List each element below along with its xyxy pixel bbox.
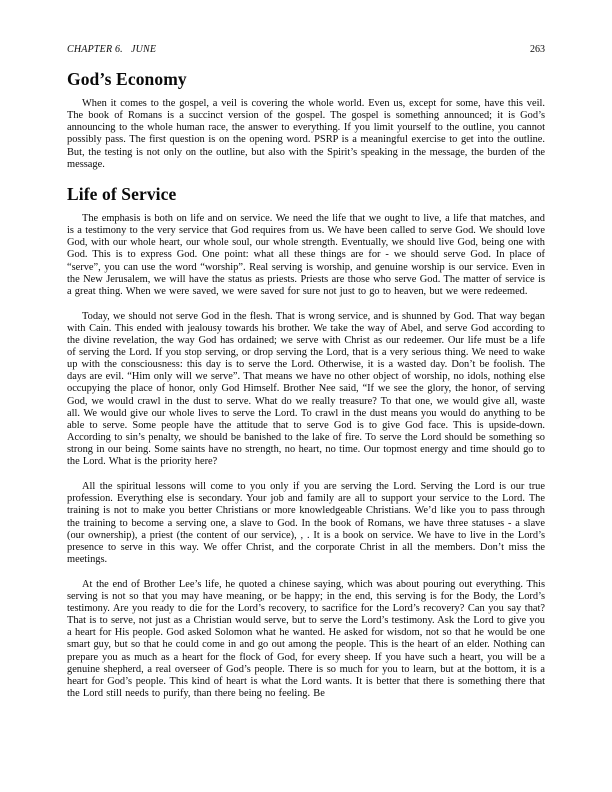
paragraph: When it comes to the gospel, a veil is covering the whole world. Even us, except for some, have this veil. The book of Romans is a succinct version of the gospel. The gospel is something announced; it is God’s announcing to the whole human race, the answer to everything. If you limit yourself to the outline, you cannot possibly pass. The first question is on the opening word. PSRP is a meaningful exercise to get into the outline. But, the testing is not only on the outline, but also with the Spirit’s speaking in the message, the burden of the message. — [67, 98, 545, 170]
section-heading-life-of-service: Life of Service — [67, 183, 177, 204]
paragraph: At the end of Brother Lee’s life, he quoted a chinese saying, which was about pouring out everything. This serving is not so that you may have meaning, or be happy; in the end, this serving is for the Body, the Lord’s testimony. Are you ready to die for the Lord’s recovery, to sacrifice for the Lord’s recovery? Can you say that? That is to serve, not just as a Christian would serve, but to serve the Lord’s testimony. Ask the Lord to give you a heart for His people. God asked Solomon what he wanted. He asked for wisdom, not so that he would be one smart guy, but so that he could come in and go out among the people. This is the heart of an elder. Nothing can prepare you as much as a heart for the flock of God, for every sheep. If you have such a heart, you will be a genuine shepherd, a real overseer of God’s people. There is so much for you to learn, but at the bottom, it is a heart for God’s people. This kind of heart is what the Lord wants. It is better that there is something there that the Lord still needs to purify, than there being no feeling. Be — [67, 578, 545, 700]
paragraph: All the spiritual lessons will come to you only if you are serving the Lord. Serving the Lord is our true profession. Everything else is secondary. Your job and family are all to support your service to the Lord. The training is not to make you better Christians or more knowledgeable Christians. We’d like you to pass through the training to become a serving one, a slave to God. In the book of Romans, we have three statuses - a slave (our ownership), a priest (the content of our service), , . It is a book on service. We have to live in the Lord’s presence to serve in this way. We offer Christ, and the corporate Christ in all the members. Don’t miss the meetings. — [67, 481, 545, 565]
chapter-header-label: CHAPTER 6. JUNE — [67, 44, 157, 55]
page-number: 263 — [530, 44, 545, 55]
section-heading-gods-economy: God’s Economy — [67, 69, 187, 89]
running-header — [67, 44, 545, 56]
section-life-of-service — [67, 184, 545, 700]
page-body — [67, 69, 545, 700]
paragraph: Today, we should not serve God in the flesh. That is wrong service, and is shunned by God. That way began with Cain. This ended with jealousy towards his brother. We take the way of Abel, and serve God according to the divine revelation, the way God has ordained; we serve with Christ as our redeemer. Our life must be a life of serving the Lord. If you stop serving, or drop serving the Lord, that is a very serious thing. We need to wake up with the consciousness: this day is to serve the Lord. Otherwise, it is a wasted day. Don’t be foolish. The days are evil. “Him only will we serve”. That means we have no other object of worship, no idols, nothing else occupying the place of honor, only God Himself. Brother Nee said, “If we see the glory, the honor, of serving God, we would crawl in the dust to serve. What do we really treasure? To that one, we would give all, waste all. We would give our whole lives to serve the Lord. To crawl in the dust means you would do anything to be able to serve. Some people have the attitude that to serve God is to give God face. This is upside-down. According to sin’s penalty, we should be banished to the lake of fire. To serve the Lord should be something so strong in our being. Some saints have no strength, no heart, no time. Our topmost energy and time should go to the Lord. What is the priority here? — [67, 310, 545, 468]
section-gods-economy — [67, 69, 545, 171]
paragraph: The emphasis is both on life and on service. We need the life that we ought to live, a life that matches, and is a testimony to the very service that God requires from us. We have been called to serve God. We should love God, with our whole heart, our whole soul, our whole strength. Eventually, we should live God, being one with God. This is to express God. One point: what all these things are for - we should serve God. In place of “serve”, you can use the word “worship”. Real serving is worship, and genuine worship is our service. Even in the New Jerusalem, we will have the status as priests. Priests are those who serve God. The matter of service is a great thing. When we were saved, we were saved for sure not just to go to heaven, but we were redeemed. — [67, 212, 545, 297]
